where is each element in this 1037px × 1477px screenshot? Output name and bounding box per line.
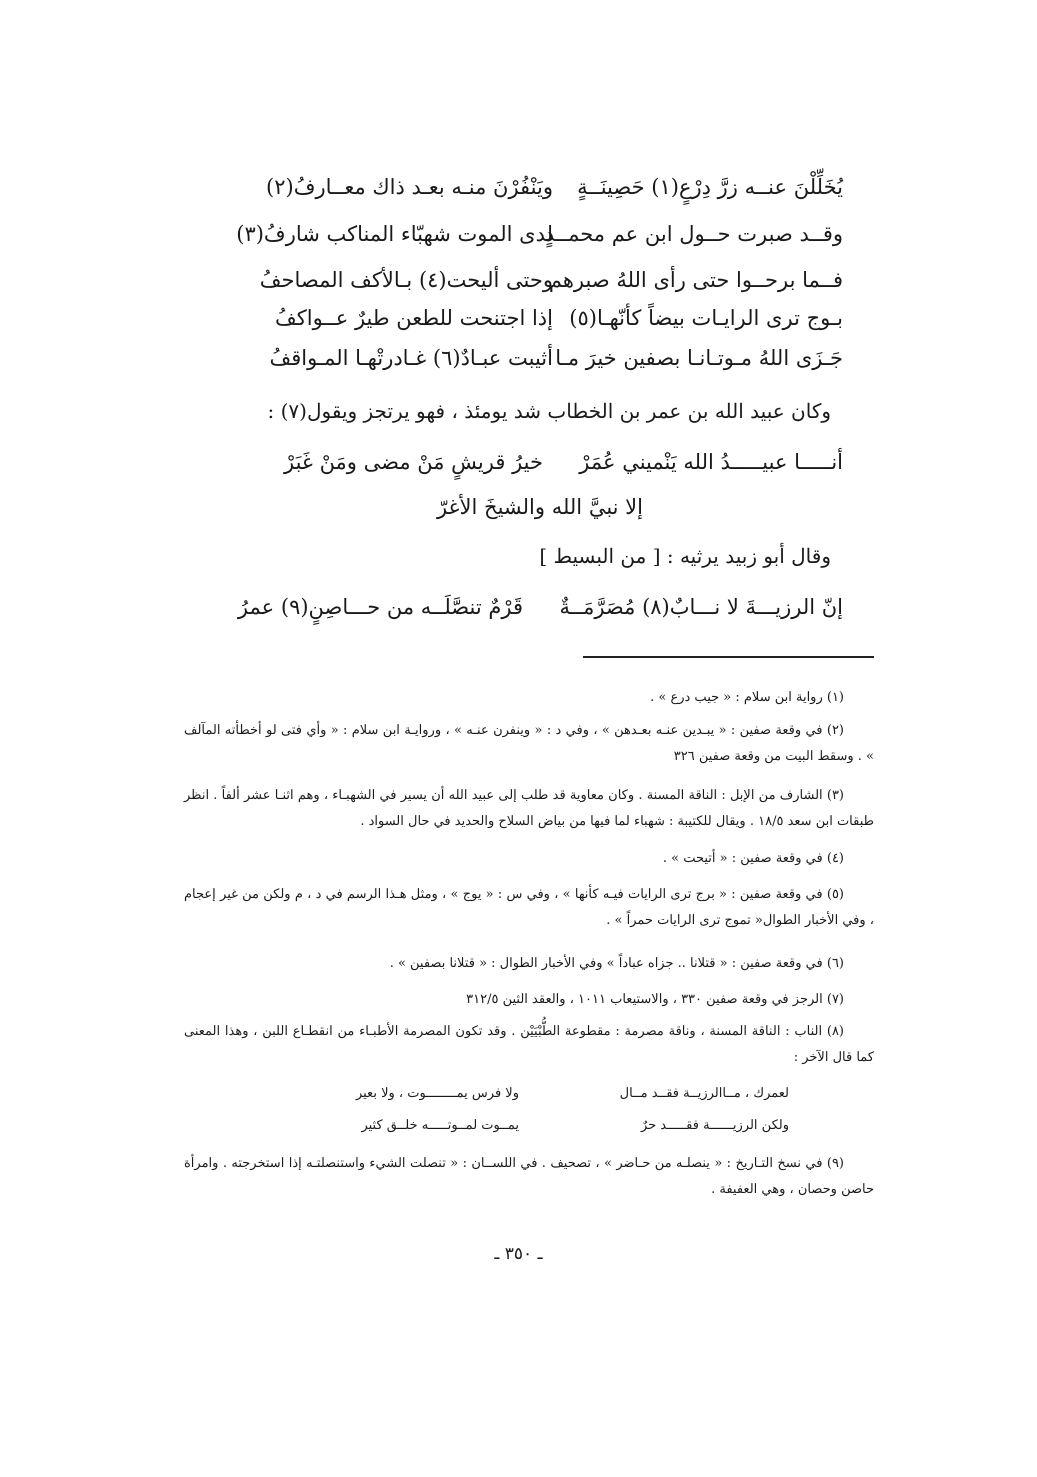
- verse-line: [223, 592, 843, 622]
- verse-hemistich-first: يُخَلِّلْنَ عنــه زرَّ دِرْعٍ(١) حَصِينَــةٍ: [577, 175, 843, 199]
- rajaz-line: [233, 447, 843, 477]
- verse-line: [253, 343, 843, 373]
- footnote-text: (١) رواية ابن سلام : « جيب درع » .: [650, 690, 844, 705]
- verse-hemistich-second: ولا فرس يمــــــــوت ، ولا بعير: [355, 1086, 519, 1101]
- prose-paragraph: وقال أبو زبيد يرثيه : [ من البسيط ]: [539, 544, 831, 568]
- footnote-text: (٦) في وقعة صفين : « قتلانا .. جزاه عباداً » وفي الأخبار الطوال : « قتلانا بصفين » .: [389, 956, 844, 971]
- footnote-verse-line: [269, 1113, 789, 1139]
- verse-hemistich-first: بـوج ترى الرايـات بيضاً كأنّهـا(٥): [569, 306, 843, 330]
- verse-hemistich-second: خيرُ قريشٍ مَنْ مضى ومَنْ غَبَرْ: [283, 450, 543, 474]
- footnote-separator: [583, 656, 874, 658]
- rajaz-line-continuation: [383, 492, 643, 522]
- footnote-text: (٥) في وقعة صفين : « برج ترى الرايات فيـه كأنها » ، وفي س : « يوج » ، ومثل هـذا الرسم في د ، م ولكن من غير إعجام ، وفي الأخبار الطوال« تموج ترى الرايات حمراً » .: [184, 887, 874, 928]
- verse-line: [253, 303, 843, 333]
- verse-hemistich-second: وحتى أليحت(٤) بـالأكف المصاحفُ: [259, 268, 553, 292]
- verse-hemistich-second: ويَنْفُرْنَ منـه بعـد ذاك معــارفُ(٢): [266, 175, 553, 199]
- footnote-verse-line: [269, 1081, 789, 1107]
- verse-hemistich-second: إذا اجتنحت للطعن طيرٌ عــواكفُ: [275, 306, 553, 330]
- verse-hemistich-first: فــما برحــوا حتى رأى اللهُ صبرهم: [548, 268, 843, 292]
- footnote-text: (٣) الشارف من الإبل : الناقة المسنة . وكان معاوية قد طلب إلى عبيد الله أن يسير في الشهبـاء ، وهم اثنـا عشر ألفاً . انظر طبقات ابن سعد ١٨/٥ . ويقال للكتيبة : شهباء لما فيها من بياض السلاح والحديد في حال السواد .: [184, 788, 874, 829]
- verse-hemistich-first: لعمرك ، مــاالرزيــة فقــد مــال: [619, 1086, 789, 1101]
- footnote-text: (٢) في وقعة صفين : « يبـدين عنـه بعـدهن » ، وفي د : « وينفرن عنـه » ، وروايـة ابن سلام : « وأي فتى لو أخطأته المآلف » . وسقط البيت من وقعة صفين ٣٢٦: [184, 723, 874, 764]
- footnote-text: (٨) الناب : الناقة المسنة ، وناقة مصرمة : مقطوعة الطُّبْيَيْن . وقد تكون المصرمة الأطبـاء من انقطـاع اللبن ، وهذا المعنى كما قال الآخر :: [184, 1024, 874, 1065]
- footnote: [184, 1151, 874, 1203]
- verse-hemistich-second: قَرْمٌ تنصَّلَــه من حـــاصِنٍ(٩) عمرُ: [237, 595, 523, 619]
- footnote: [184, 685, 874, 711]
- footnote-text: (٧) الرجز في وقعة صفين ٣٣٠ ، والاستيعاب ١٠١١ ، والعقد الثين ٣١٢/٥: [466, 992, 844, 1007]
- verse-hemistich-first: جَـزَى اللهُ مـوتـانـا بصفين خيرَ مـا: [555, 346, 843, 370]
- footnote-text: (٤) في وقعة صفين : « أتيحت » .: [662, 851, 844, 866]
- verse-hemistich-first: إنّ الرزيـــةَ لا نـــابٌ(٨) مُصَرَّمَــةٌ: [559, 595, 843, 619]
- footnote: [184, 783, 874, 835]
- verse-hemistich-second: لدى الموت شهبّاء المناكب شارفُ(٣): [236, 222, 553, 246]
- verse-hemistich-first: وقــد صبرت حــول ابن عم محمــدٍ: [544, 222, 843, 246]
- footnote: [184, 882, 874, 934]
- verse-hemistich: إلا نبيَّ الله والشيخَ الأغرّ: [436, 495, 643, 519]
- verse-hemistich-second: يمــوت لمــوتـــــه خلــق كثير: [361, 1118, 519, 1133]
- verse-line: [253, 265, 843, 295]
- verse-hemistich-first: أنـــــا عبيـــــدُ الله يَنْميني عُمَرْ: [579, 450, 843, 474]
- prose-paragraph: وكان عبيد الله بن عمر بن الخطاب شد يومئذ ، فهو يرتجز ويقول(٧) :: [267, 399, 831, 423]
- verse-line: [236, 219, 843, 249]
- footnote-text: (٩) في نسخ التـاريخ : « ينصلـه من حـاضر » ، تصحيف . في اللســان : « تنصلت الشيء واستنصلتـه إذا استخرجته . وامرأة حاصن وحصان ، وهي العفيفة .: [184, 1156, 874, 1197]
- verse-hemistich-second: أثيبت عبـادٌ(٦) غـادرتْهـا المـواقفُ: [269, 346, 553, 370]
- footnote: [184, 846, 874, 872]
- footnote: [184, 951, 874, 977]
- footnote: [184, 1019, 874, 1071]
- footnote: [184, 718, 874, 770]
- verse-hemistich-first: ولكن الرزيــــــة فقـــــد حرٌ: [640, 1118, 789, 1133]
- page-number: ـ ٣٥٠ ـ: [494, 1244, 543, 1264]
- footnote: [184, 987, 874, 1013]
- verse-line: [253, 172, 843, 202]
